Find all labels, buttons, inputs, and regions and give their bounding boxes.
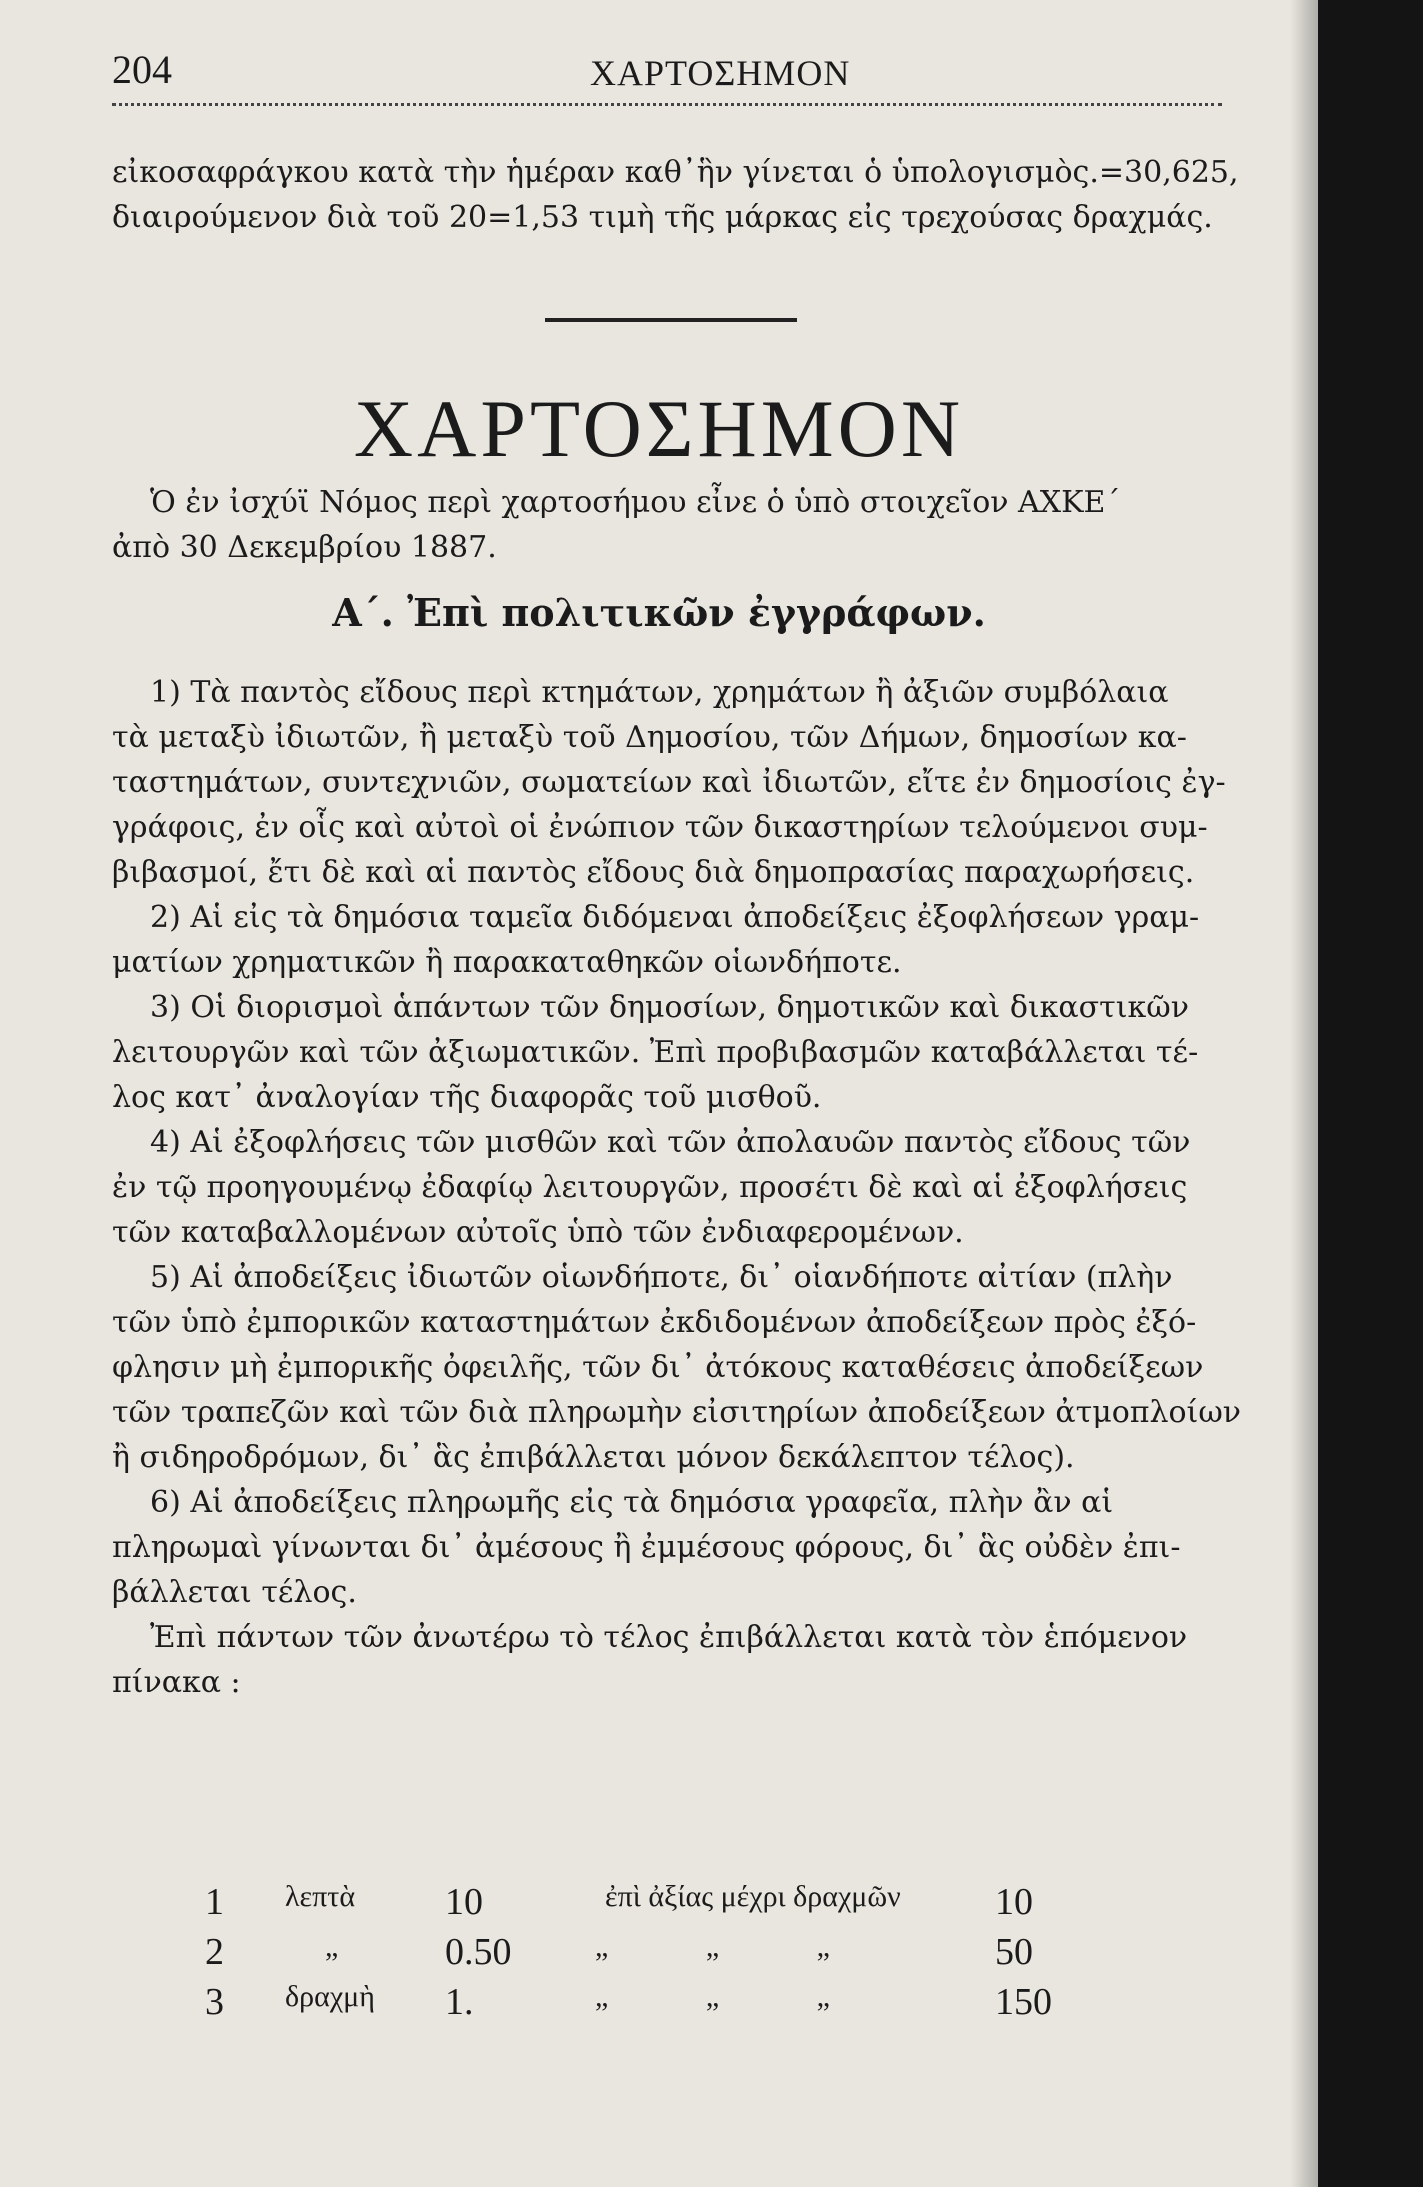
subsection-title: Α΄. Ἐπὶ πολιτικῶν ἐγγράφων. xyxy=(332,590,986,635)
text-line: ἀπὸ 30 Δεκεμβρίου 1887. xyxy=(112,530,497,565)
text-line: λειτουργῶν καὶ τῶν ἀξιωματικῶν. Ἐπὶ προβιβασμῶν καταβάλλεται τέ- xyxy=(112,1035,1199,1070)
text-line: 5) Αἱ ἀποδείξεις ἰδιωτῶν οἱωνδήποτε, δι᾽ οἱανδήποτε αἰτίαν (πλὴν xyxy=(150,1260,1173,1295)
rate-text: ἐπὶ ἀξίας μέχρι δραχμῶν xyxy=(605,1880,901,1913)
section-title: ΧΑΡΤΟΣΗΜΟΝ xyxy=(353,383,965,474)
text-line: 3) Οἱ διορισμοὶ ἁπάντων τῶν δημοσίων, δημοτικῶν καὶ δικαστικῶν xyxy=(150,990,1189,1025)
text-line: ματίων χρηματικῶν ἢ παρακαταθηκῶν οἱωνδήποτε. xyxy=(112,945,902,980)
rates-table xyxy=(205,1880,1105,2030)
rate-unit: δραχμὴ xyxy=(285,1980,375,2013)
text-line: λος κατ᾽ ἀναλογίαν τῆς διαφορᾶς τοῦ μισθοῦ. xyxy=(112,1080,822,1115)
text-line: Ὁ ἐν ἰσχύϊ Νόμος περὶ χαρτοσήμου εἶνε ὁ ὑπὸ στοιχεῖον ΑΧΚΕ΄ xyxy=(150,485,1121,520)
text-line: Ἐπὶ πάντων τῶν ἀνωτέρω τὸ τέλος ἐπιβάλλεται κατὰ τὸν ἑπόμενον xyxy=(150,1620,1188,1655)
rate-value: 10 xyxy=(445,1881,483,1923)
page-number: 204 xyxy=(112,47,172,92)
text-line: ἐν τῷ προηγουμένῳ ἐδαφίῳ λειτουργῶν, προσέτι δὲ καὶ αἱ ἐξοφλήσεις xyxy=(112,1170,1188,1205)
page-gutter-shadow xyxy=(1290,0,1318,2187)
rate-text: „ „ „ xyxy=(595,1980,830,2013)
rate-number: 1 xyxy=(205,1881,224,1923)
text-line: τῶν καταβαλλομένων αὐτοῖς ὑπὸ τῶν ἐνδιαφερομένων. xyxy=(112,1215,964,1250)
rate-amount: 150 xyxy=(995,1981,1052,2023)
text-line: βιβασμοί, ἔτι δὲ καὶ αἱ παντὸς εἴδους διὰ δημοπρασίας παραχωρήσεις. xyxy=(112,855,1195,890)
text-line: 1) Τὰ παντὸς εἴδους περὶ κτημάτων, χρημάτων ἢ ἀξιῶν συμβόλαια xyxy=(150,675,1169,710)
text-line: γράφοις, ἐν οἷς καὶ αὐτοὶ οἱ ἐνώπιον τῶν δικαστηρίων τελούμενοι συμ- xyxy=(112,810,1208,845)
page-header xyxy=(112,40,1232,100)
text-line: 4) Αἱ ἐξοφλήσεις τῶν μισθῶν καὶ τῶν ἀπολαυῶν παντὸς εἴδους τῶν xyxy=(150,1125,1191,1160)
text-line: 6) Αἱ ἀποδείξεις πληρωμῆς εἰς τὰ δημόσια γραφεῖα, πλὴν ἂν αἱ xyxy=(150,1485,1114,1520)
text-line: διαιρούμενον διὰ τοῦ 20=1,53 τιμὴ τῆς μάρκας εἰς τρεχούσας δραχμάς. xyxy=(112,200,1213,235)
text-line: ἢ σιδηροδρόμων, δι᾽ ἃς ἐπιβάλλεται μόνον δεκάλεπτον τέλος). xyxy=(112,1440,1075,1475)
rate-row xyxy=(205,1980,1105,2030)
text-line: πληρωμαὶ γίνωνται δι᾽ ἀμέσους ἢ ἐμμέσους φόρους, δι᾽ ἃς οὐδὲν ἐπι- xyxy=(112,1530,1181,1565)
rate-amount: 10 xyxy=(995,1881,1033,1923)
rate-row xyxy=(205,1930,1105,1980)
scan-edge xyxy=(1318,0,1423,2187)
text-line: ταστημάτων, συντεχνιῶν, σωματείων καὶ ἰδιωτῶν, εἴτε ἐν δημοσίοις ἐγ- xyxy=(112,765,1226,800)
rate-value: 1. xyxy=(445,1981,474,2023)
running-title: ΧΑΡΤΟΣΗΜΟΝ xyxy=(590,53,851,93)
law-paragraph xyxy=(112,480,1232,570)
rate-value: 0.50 xyxy=(445,1931,512,1973)
rate-text: „ „ „ xyxy=(595,1930,830,1963)
text-line: βάλλεται τέλος. xyxy=(112,1575,357,1610)
intro-paragraph xyxy=(112,150,1239,240)
rate-row xyxy=(205,1880,1105,1930)
body-text xyxy=(112,670,1242,1705)
text-line: τὰ μεταξὺ ἰδιωτῶν, ἢ μεταξὺ τοῦ Δημοσίου, τῶν Δήμων, δημοσίων κα- xyxy=(112,720,1187,755)
rate-unit: λεπτὰ xyxy=(285,1880,356,1913)
text-line: εἰκοσαφράγκου κατὰ τὴν ἡμέραν καθ᾽ἣν γίνεται ὁ ὑπολογισμὸς.=30,625, xyxy=(112,155,1239,190)
header-rule xyxy=(112,103,1222,106)
text-line: τῶν ὑπὸ ἐμπορικῶν καταστημάτων ἐκδιδομένων ἀποδείξεων πρὸς ἐξό- xyxy=(112,1305,1197,1340)
section-divider xyxy=(545,318,797,322)
rate-amount: 50 xyxy=(995,1931,1033,1973)
rate-number: 2 xyxy=(205,1931,224,1973)
rate-unit: „ xyxy=(325,1930,339,1963)
text-line: τῶν τραπεζῶν καὶ τῶν διὰ πληρωμὴν εἰσιτηρίων ἀποδείξεων ἀτμοπλοίων xyxy=(112,1395,1242,1430)
text-line: 2) Αἱ εἰς τὰ δημόσια ταμεῖα διδόμεναι ἀποδείξεις ἐξοφλήσεων γραμ- xyxy=(150,900,1200,935)
text-line: πίνακα : xyxy=(112,1665,241,1700)
rate-number: 3 xyxy=(205,1981,224,2023)
text-line: φλησιν μὴ ἐμπορικῆς ὀφειλῆς, τῶν δι᾽ ἀτόκους καταθέσεις ἀποδείξεων xyxy=(112,1350,1204,1385)
